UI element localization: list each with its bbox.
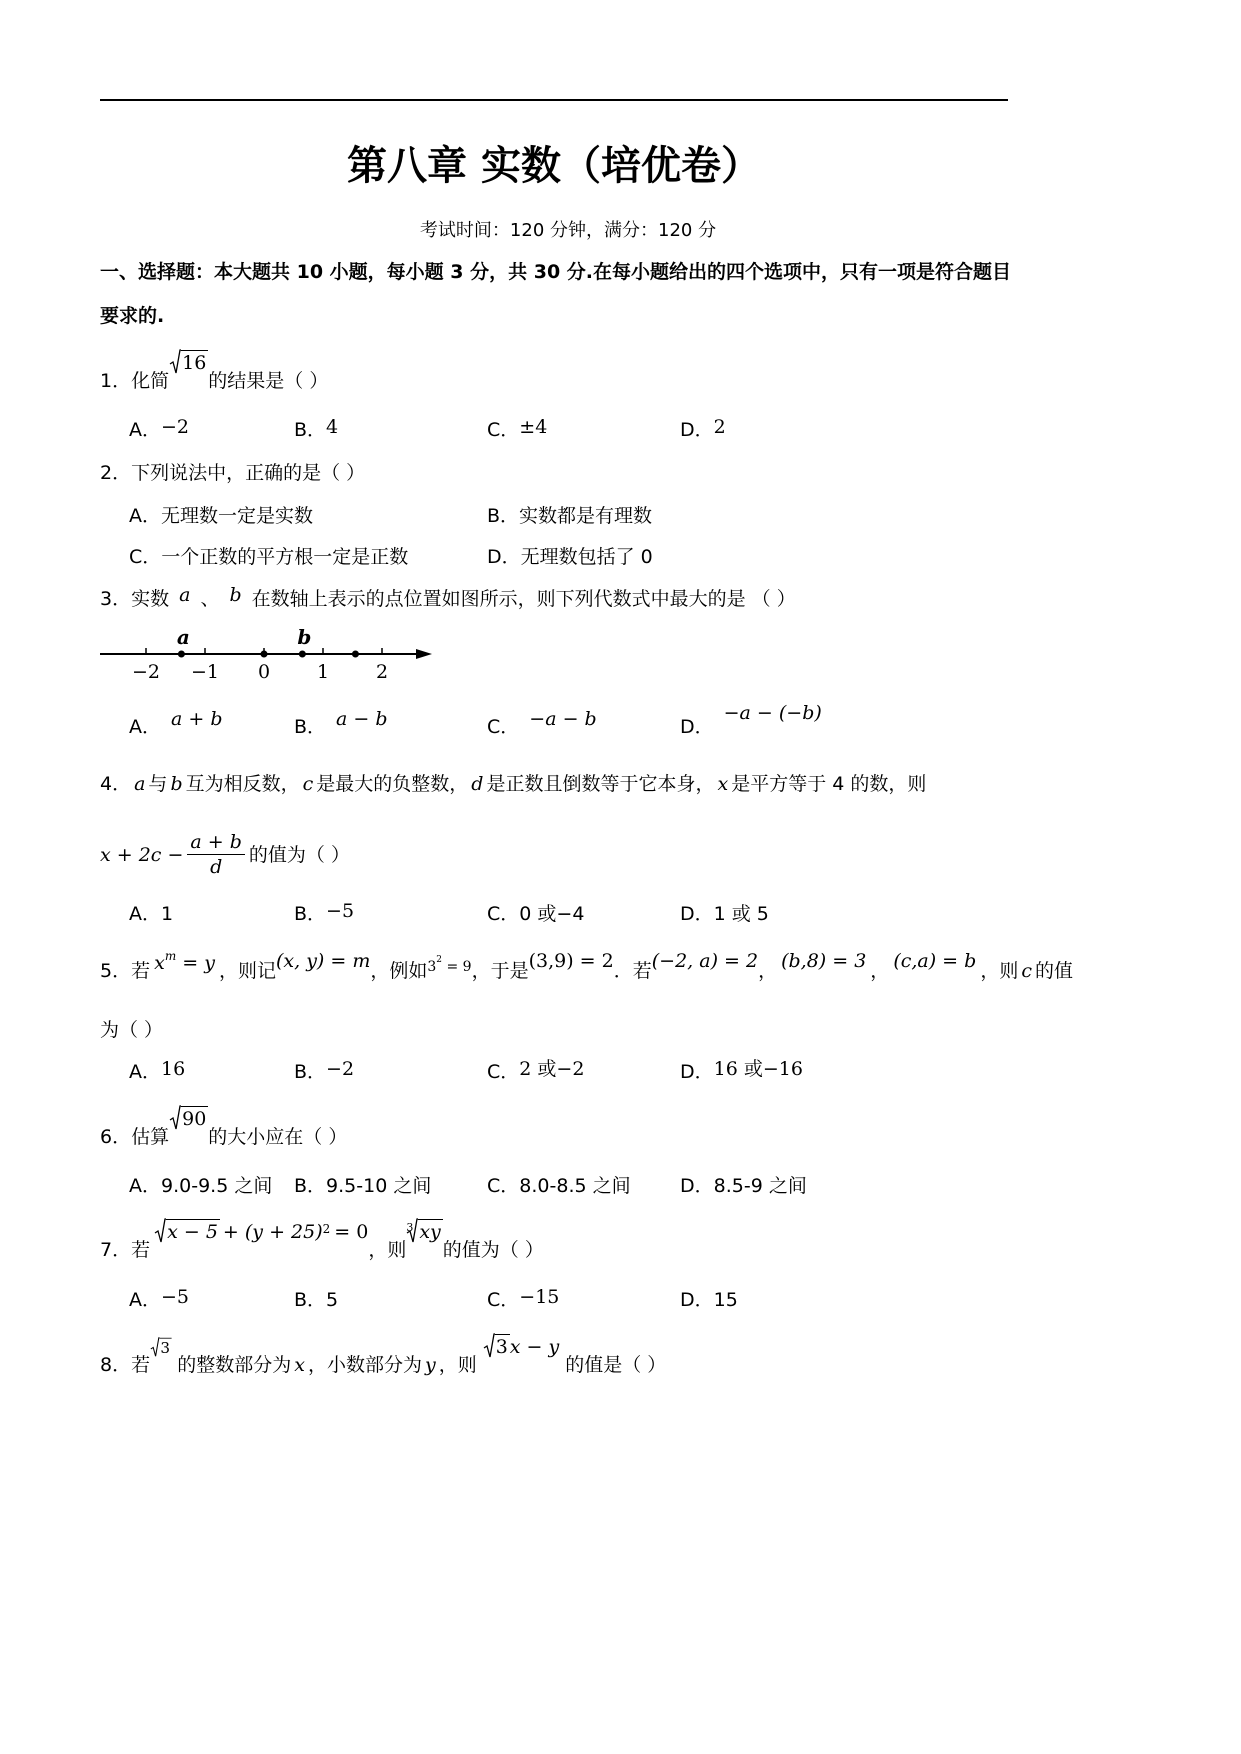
option-b[interactable]: [294, 1059, 487, 1085]
cube-root-expression: [406, 1218, 442, 1244]
option-value: a + b: [171, 708, 223, 730]
options-q2-row2: [129, 544, 653, 570]
option-value: 无理数包括了 0: [520, 546, 653, 568]
variable-c: c: [1021, 960, 1032, 982]
expression-rest: x − y: [509, 1336, 560, 1358]
question-text: 与: [148, 773, 168, 795]
option-label: C．: [487, 419, 520, 441]
question-text: 若: [131, 1354, 151, 1376]
option-value: 5: [326, 1289, 339, 1311]
point-marker: [352, 651, 359, 658]
option-a[interactable]: [129, 1287, 294, 1313]
section-heading: 一、选择题：本大题共 10 小题，每小题 3 分，共 30 分.在每小题给出的四个选项中，只有一项是符合题目: [100, 261, 1012, 283]
options-q2-row1: [129, 503, 652, 529]
option-value: 1: [161, 903, 174, 925]
point-marker: [178, 651, 185, 658]
options-q4: [129, 901, 880, 927]
section-heading-cont: 要求的.: [100, 305, 165, 327]
condition-2: (b,8) = 3: [781, 950, 867, 972]
axis-arrow-icon: [416, 649, 432, 659]
question-number: 8．: [100, 1354, 132, 1376]
option-value: −5: [326, 900, 355, 922]
option-label: C．: [129, 546, 162, 568]
variable-x: x: [717, 773, 729, 795]
question-text: 若: [131, 1239, 151, 1261]
radical-sign-icon: [154, 1218, 166, 1244]
options-q5: [129, 1059, 880, 1085]
question-text: 下列说法中，正确的是（ ）: [131, 462, 366, 484]
question-number: 3．: [100, 588, 132, 610]
option-d[interactable]: [680, 417, 880, 443]
question-text: 化简: [131, 370, 170, 392]
option-value: 16 或−16: [713, 1058, 803, 1080]
option-b[interactable]: [294, 417, 487, 443]
option-label: A．: [129, 903, 161, 925]
question-number: 5．: [100, 960, 132, 982]
question-5: [100, 949, 1073, 988]
variable-x: x: [294, 1354, 305, 1376]
variable-b: b: [170, 773, 183, 795]
option-value: 9.0-9.5 之间: [161, 1175, 273, 1197]
option-label: C．: [487, 716, 520, 738]
expression: [477, 1333, 566, 1361]
option-label: C．: [487, 1061, 520, 1083]
option-value: 8.0-8.5 之间: [519, 1175, 631, 1197]
radical-sign-icon: [483, 1333, 495, 1359]
radicand: 3: [160, 1339, 171, 1357]
question-text: ，则: [368, 1239, 407, 1261]
option-value: 2: [713, 416, 726, 438]
option-label: B．: [294, 419, 327, 441]
option-label: C．: [487, 903, 520, 925]
option-value: 4: [326, 416, 339, 438]
option-d[interactable]: [680, 1287, 880, 1313]
option-c[interactable]: [487, 1287, 680, 1313]
variable-d: d: [471, 773, 484, 795]
question-text: 是正数且倒数等于它本身，: [486, 773, 715, 795]
option-label: B．: [294, 716, 327, 738]
option-a[interactable]: [129, 708, 294, 740]
option-label: D．: [680, 419, 714, 441]
page-title: 第八章 实数（培优卷）: [347, 143, 761, 189]
option-label: D．: [680, 1061, 714, 1083]
option-value: 无理数一定是实数: [161, 505, 314, 527]
option-value: a − b: [336, 708, 388, 730]
option-b[interactable]: [487, 503, 652, 529]
options-q3: [129, 702, 880, 740]
question-text: 若: [131, 960, 151, 982]
option-b[interactable]: [294, 1173, 487, 1199]
question-text: 互为相反数，: [185, 773, 300, 795]
question-4-expression: [100, 830, 350, 879]
question-text: ，则: [980, 960, 1019, 982]
point-marker: [299, 651, 306, 658]
example-conclusion: (3,9) = 2: [528, 950, 614, 972]
question-text: 估算: [131, 1126, 170, 1148]
question-4: [100, 771, 926, 797]
option-value: −a − b: [529, 708, 597, 730]
option-value: −2: [326, 1058, 355, 1080]
variable-a: a: [179, 584, 191, 606]
power-exponent: m: [164, 949, 177, 963]
option-label: B．: [294, 1175, 327, 1197]
power-expression: [150, 950, 219, 978]
option-c[interactable]: [487, 1173, 680, 1199]
option-a[interactable]: [129, 901, 294, 927]
question-text: 的值为（ ）: [442, 1239, 544, 1261]
option-label: D．: [487, 546, 521, 568]
question-text: ，则: [438, 1354, 477, 1376]
expression: x + 2c −: [100, 843, 184, 866]
radicand: xy: [419, 1221, 441, 1243]
question-number: 1．: [100, 370, 132, 392]
option-label: D．: [680, 903, 714, 925]
option-label: D．: [680, 1289, 714, 1311]
option-label: B．: [487, 505, 520, 527]
sqrt-expression: [483, 1333, 510, 1359]
option-a[interactable]: [129, 417, 294, 443]
radical-sign-icon: [169, 1105, 181, 1131]
options-q7: [129, 1287, 880, 1313]
question-text: 的整数部分为: [177, 1354, 292, 1376]
question-number: 7．: [100, 1239, 132, 1261]
question-text: 的大小应在（ ）: [208, 1126, 348, 1148]
question-text: ．若: [613, 960, 652, 982]
question-text: ，: [870, 960, 890, 982]
option-value: −15: [519, 1286, 560, 1308]
exam-info: 考试时间：120 分钟，满分：120 分: [419, 220, 717, 241]
question-text: ，小数部分为: [307, 1354, 422, 1376]
radicand: 90: [182, 1108, 207, 1130]
fraction-denominator: d: [210, 856, 223, 878]
question-number: 6．: [100, 1126, 132, 1148]
header-rule: [100, 99, 1008, 101]
tick-label: −2: [131, 661, 161, 683]
variable-y: y: [424, 1354, 436, 1376]
tick-label: 1: [316, 661, 330, 683]
question-text: 的值是（ ）: [565, 1354, 667, 1376]
sqrt-expression: [169, 1105, 208, 1131]
option-value: 实数都是有理数: [519, 505, 653, 527]
option-value: 9.5-10 之间: [326, 1175, 432, 1197]
question-text: ，于是: [471, 960, 529, 982]
question-text: 的值: [1034, 960, 1073, 982]
power-result: = y: [182, 952, 215, 974]
option-d[interactable]: [487, 544, 653, 570]
option-value: −5: [161, 1286, 190, 1308]
example-expression: [427, 954, 471, 982]
option-a[interactable]: [129, 1059, 294, 1085]
tick-label: −1: [190, 661, 220, 683]
option-label: B．: [294, 903, 327, 925]
question-text: 在数轴上表示的点位置如图所示，则下列代数式中最大的是 （ ）: [251, 588, 796, 610]
point-label: b: [297, 625, 312, 649]
variable-a: a: [134, 773, 146, 795]
radicand: x − 5: [167, 1221, 218, 1243]
option-b[interactable]: [294, 708, 487, 740]
question-text: 是最大的负整数，: [316, 773, 469, 795]
option-value: −2: [161, 416, 190, 438]
condition-3: (c,a) = b: [893, 950, 977, 972]
question-text: ，: [758, 960, 778, 982]
option-d[interactable]: [680, 901, 880, 927]
question-text: 实数: [131, 588, 170, 610]
question-8: [100, 1336, 667, 1378]
equals-zero: = 0: [334, 1221, 369, 1243]
option-c[interactable]: [487, 901, 680, 927]
fraction: [187, 830, 245, 879]
option-label: A．: [129, 716, 161, 738]
sqrt-expression: [169, 349, 208, 375]
option-a[interactable]: [129, 1173, 294, 1199]
question-3: [100, 586, 796, 612]
power-base: x: [154, 952, 165, 974]
options-q6: [129, 1173, 880, 1199]
option-label: A．: [129, 1289, 161, 1311]
option-label: A．: [129, 1061, 161, 1083]
exponent: 2: [322, 1222, 331, 1236]
equation: [150, 1218, 368, 1246]
question-text: ，则记: [218, 960, 276, 982]
option-label: A．: [129, 419, 161, 441]
sqrt-expression: [154, 1218, 220, 1244]
radical-sign-icon: [169, 349, 181, 375]
question-text: 是平方等于 4 的数，则: [731, 773, 927, 795]
option-value: 0 或−4: [519, 903, 585, 925]
option-label: C．: [487, 1175, 520, 1197]
root-index: 3: [406, 1221, 414, 1234]
variable-b: b: [229, 584, 242, 606]
option-value: 一个正数的平方根一定是正数: [161, 546, 409, 568]
tick-label: 0: [257, 661, 271, 683]
question-1: [100, 352, 329, 394]
radical-sign-icon: [150, 1337, 160, 1358]
separator: 、: [200, 588, 220, 610]
example-exponent: 2: [436, 955, 443, 965]
point-marker: [261, 651, 268, 658]
question-text: 的值为（ ）: [248, 843, 350, 866]
question-2: [100, 460, 365, 486]
option-value: −a − (−b): [723, 702, 822, 724]
option-label: D．: [680, 1175, 714, 1197]
option-value: 15: [713, 1289, 738, 1311]
option-a[interactable]: [129, 503, 487, 529]
question-number: 2．: [100, 462, 132, 484]
squared-term: + (y + 25): [222, 1221, 323, 1243]
question-text: 的结果是（ ）: [208, 370, 329, 392]
option-b[interactable]: [294, 1287, 487, 1313]
condition-1: (−2, a) = 2: [651, 950, 759, 972]
question-5-cont: 为（ ）: [100, 1019, 164, 1041]
option-value: 1 或 5: [713, 903, 769, 925]
option-value: ±4: [519, 416, 548, 438]
tick-label: 2: [375, 661, 389, 683]
option-label: A．: [129, 1175, 161, 1197]
option-label: B．: [294, 1289, 327, 1311]
option-label: D．: [680, 716, 714, 738]
radicand: 16: [182, 352, 207, 374]
option-value: 8.5-9 之间: [713, 1175, 807, 1197]
option-c[interactable]: [487, 1059, 680, 1085]
option-d[interactable]: [680, 1173, 880, 1199]
option-b[interactable]: [294, 901, 487, 927]
number-line: [100, 622, 440, 686]
question-6: [100, 1108, 348, 1150]
option-label: C．: [487, 1289, 520, 1311]
definition-expression: (x, y) = m: [275, 950, 371, 972]
option-label: A．: [129, 505, 161, 527]
question-7: [100, 1221, 544, 1263]
question-number: 4．: [100, 773, 132, 795]
variable-c: c: [302, 773, 314, 795]
option-value: 16: [161, 1058, 186, 1080]
option-value: 2 或−2: [519, 1058, 585, 1080]
options-q1: [129, 417, 880, 443]
sqrt-expression: [150, 1337, 172, 1358]
radicand: 3: [495, 1336, 508, 1358]
fraction-numerator: a + b: [187, 830, 245, 855]
option-d[interactable]: [680, 702, 880, 740]
question-text: ，例如: [370, 960, 428, 982]
option-c[interactable]: [487, 417, 680, 443]
option-d[interactable]: [680, 1059, 880, 1085]
example-result: = 9: [446, 959, 472, 975]
option-label: B．: [294, 1061, 327, 1083]
option-c[interactable]: [129, 544, 487, 570]
option-c[interactable]: [487, 708, 680, 740]
point-label: a: [176, 625, 190, 649]
example-base: 3: [427, 959, 437, 975]
